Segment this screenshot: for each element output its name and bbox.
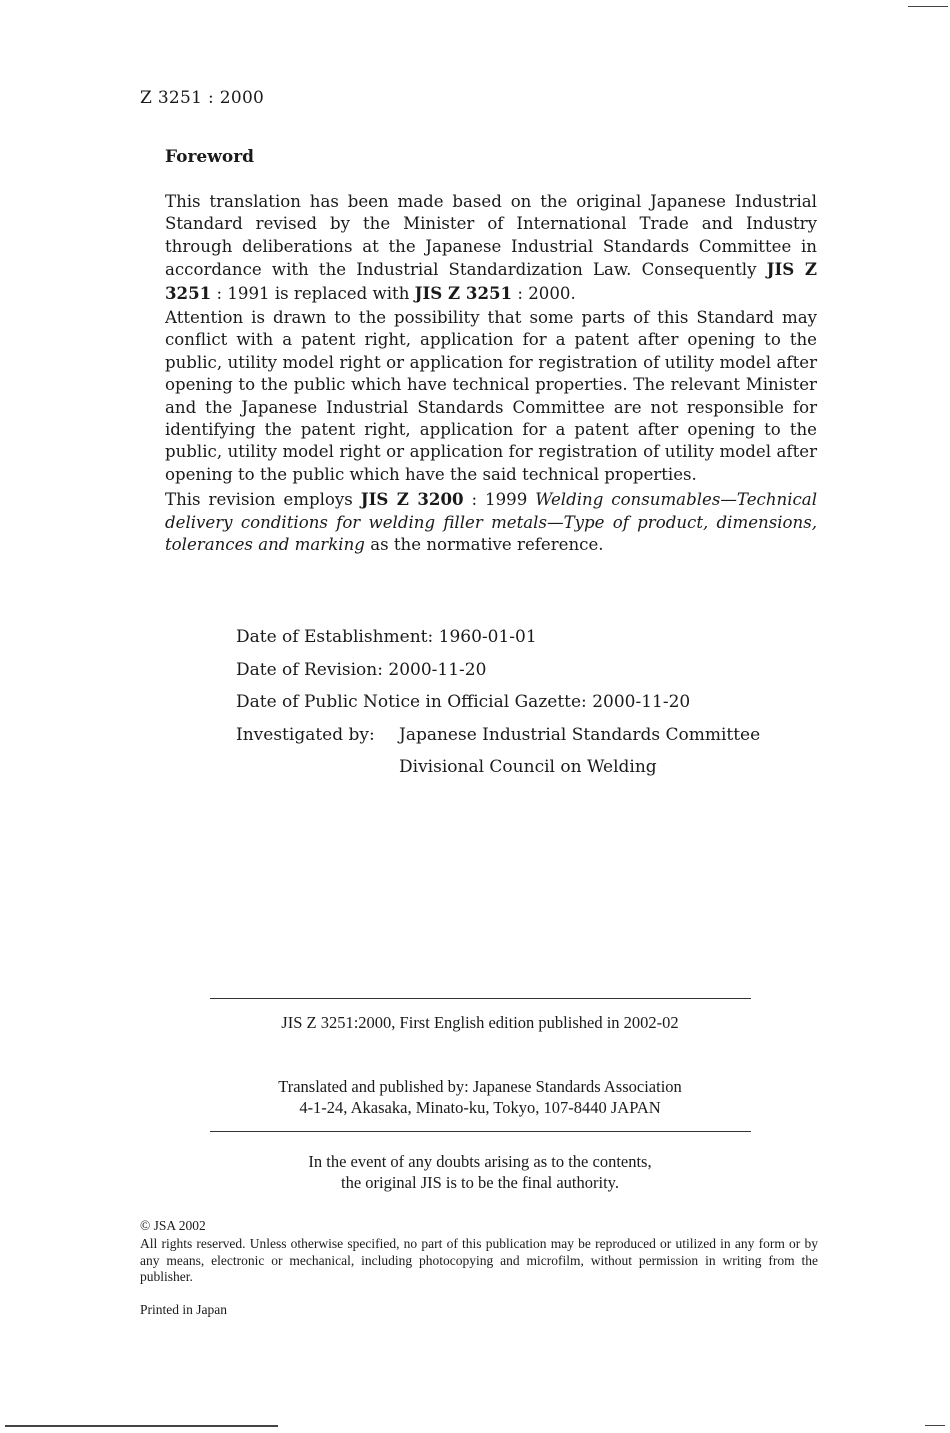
document-code: Z 3251 : 2000 — [140, 88, 265, 108]
publisher-line: Translated and published by: Japanese Standards Association — [278, 1077, 682, 1096]
normative-standard-ref: JIS Z 3200 — [360, 489, 464, 510]
establishment-label: Date of Establishment: — [236, 627, 434, 647]
paragraph-3-lead: This revision employs — [165, 490, 361, 510]
foreword-body — [165, 191, 817, 557]
investigated-label: Investigated by: — [236, 724, 375, 745]
scan-edge-mark-bottom — [5, 1425, 278, 1427]
rights-statement: All rights reserved. Unless otherwise specified, no part of this publication may be reproduced or utilized in any form or by any means, electronic or mechanical, including photocopying and microfilm, without permission in writing from the publisher. — [140, 1236, 818, 1284]
edition-line: JIS Z 3251:2000, First English edition published in 2002-02 — [281, 1013, 679, 1032]
public-notice-label: Date of Public Notice in Official Gazette: — [236, 692, 587, 712]
investigated-line-2: Divisional Council on Welding — [399, 757, 657, 777]
copyright-notice: © JSA 2002 — [140, 1218, 206, 1233]
public-notice-value: 2000-11-20 — [592, 692, 691, 712]
top-divider — [210, 998, 751, 999]
dates-block — [236, 624, 760, 787]
establishment-value: 1960-01-01 — [438, 627, 537, 647]
revision-row — [236, 657, 760, 690]
investigated-row — [236, 722, 760, 755]
foreword-heading: Foreword — [165, 147, 255, 167]
old-standard-ref: JIS Z 3251 — [165, 259, 817, 303]
bottom-divider — [210, 1131, 751, 1132]
establishment-row — [236, 624, 760, 657]
normative-year: : 1999 — [463, 490, 536, 510]
investigated-line-1: Japanese Industrial Standards Committee — [399, 724, 761, 745]
public-notice-row — [236, 689, 760, 722]
new-year: : 2000. — [512, 283, 576, 303]
doubts-line-1: In the event of any doubts arising as to the contents, — [308, 1152, 652, 1171]
foreword-paragraph-1 — [165, 191, 817, 305]
revision-label: Date of Revision: — [236, 659, 383, 680]
address-line: 4-1-24, Akasaka, Minato-ku, Tokyo, 107-8440 JAPAN — [299, 1098, 661, 1117]
scan-edge-mark-top — [908, 6, 948, 7]
normative-title: Welding consumables—Technical delivery conditions for welding filler metals—Type of product, dimensions, tolerances and marking — [165, 490, 817, 555]
foreword-paragraph-3 — [165, 488, 817, 556]
new-standard-ref: JIS Z 3251 — [414, 282, 513, 303]
scan-edge-mark-corner — [925, 1425, 945, 1426]
investigated-row-2 — [236, 754, 760, 787]
old-year: : 1991 is replaced with — [211, 283, 415, 303]
paragraph-1-text: This translation has been made based on the original Japanese Industrial Standard revised by the Minister of International Trade and Industry through deliberations at the Japanese Industrial Standards Committee in accordance with the Industrial Standardization Law. Consequently — [165, 192, 817, 280]
revision-value: 2000-11-20 — [388, 659, 487, 680]
foreword-paragraph-2: Attention is drawn to the possibility that some parts of this Standard may conflict with a patent right, application for a patent after opening to the public, utility model right or application for registration of utility model after opening to the public which have technical properties. The relevant Minister and the Japanese Industrial Standards Committee are not responsible for identifying the patent right, application for a patent after opening to the public, utility model right or application for registration of utility model after opening to the public which have the said technical properties. — [165, 308, 817, 484]
paragraph-3-tail: as the normative reference. — [364, 535, 604, 555]
printed-in: Printed in Japan — [140, 1302, 227, 1317]
doubts-line-2: the original JIS is to be the final authority. — [340, 1173, 619, 1192]
